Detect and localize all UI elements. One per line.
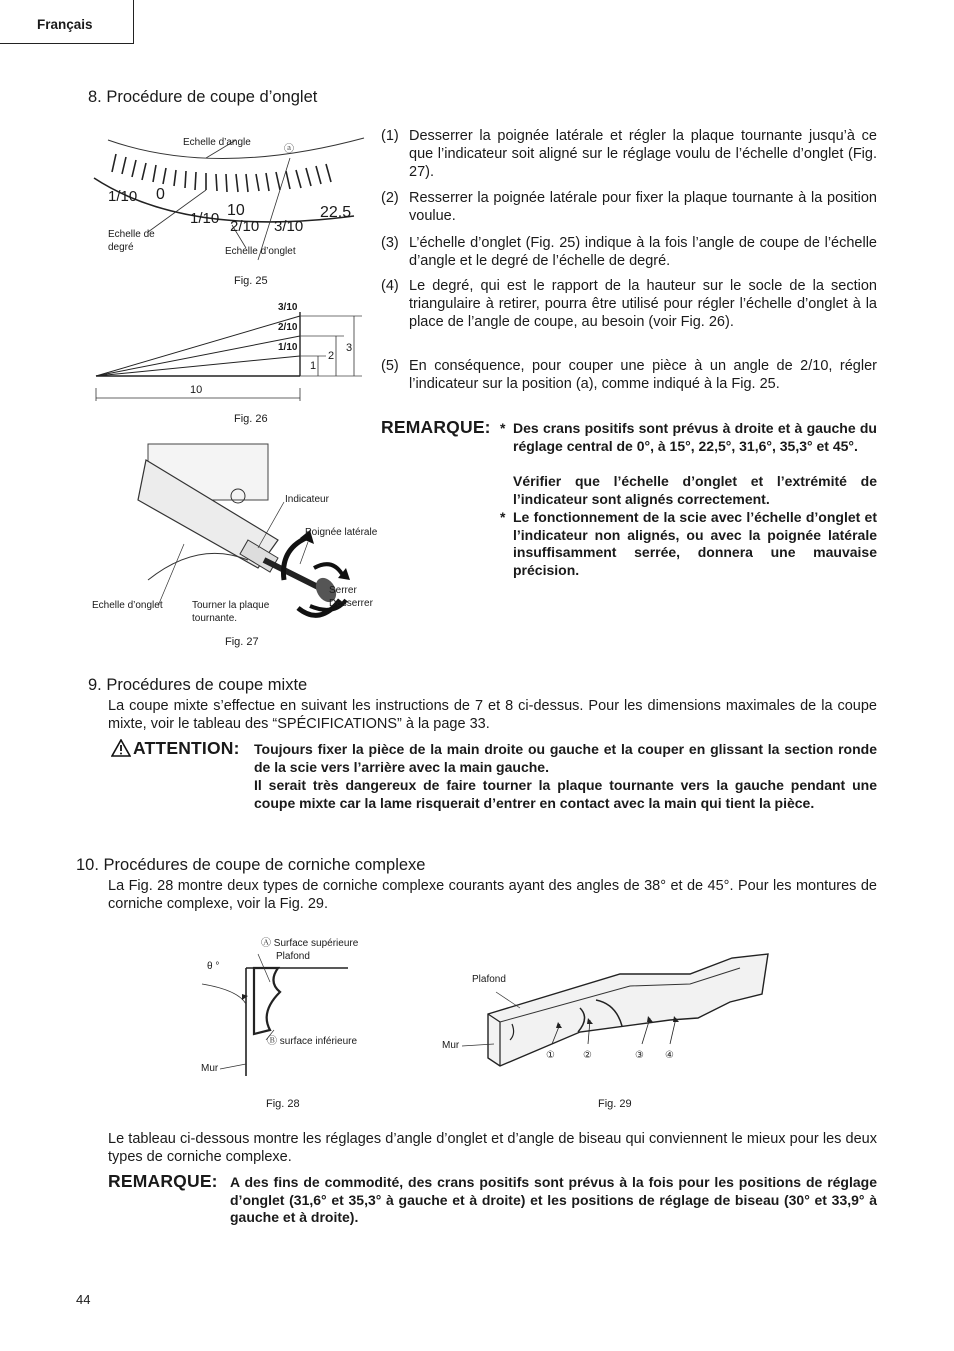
figure-29 — [440, 948, 770, 1068]
label-echelle-onglet: Echelle d’onglet — [225, 246, 296, 257]
ratio-label-2-10: 2/10 — [278, 322, 298, 333]
ratio-triangle-drawing — [92, 302, 367, 402]
label-point-2: ② — [583, 1050, 592, 1061]
label-point-3: ③ — [635, 1050, 644, 1061]
scale-label-2-10: 2/10 — [230, 218, 260, 235]
figure-28 — [198, 934, 398, 1079]
label-poignee-laterale: Poignée latérale — [305, 527, 378, 538]
height-label-3: 3 — [346, 342, 353, 354]
label-echelle-angle: Echelle d’angle — [183, 137, 251, 148]
page-number: 44 — [76, 1292, 91, 1307]
remark-title-8: REMARQUE: — [381, 417, 491, 437]
scale-label-10: 10 — [227, 202, 245, 219]
label-desserrer: Desserrer — [329, 598, 373, 609]
height-label-1: 1 — [310, 360, 317, 372]
label-serrer: Serrer — [329, 585, 357, 596]
label-position-a: ⓐ — [284, 144, 294, 155]
step-1: (1) Desserrer la poignée latérale et régler la plaque tournante jusqu’à ce que l’indicateur soit aligné sur le réglage voulu de l’échelle d’onglet (Fig. 27). — [381, 128, 877, 180]
label-echelle-onglet-27: Echelle d’onglet — [92, 600, 163, 611]
scale-label-22-5: 22.5 — [320, 204, 352, 221]
fig-28-caption: Fig. 28 — [266, 1098, 300, 1110]
remark-text-10: A des fins de commodité, des crans positifs sont prévus à la fois pour les positions de réglage d’onglet (31,6° et 35,3° à gauche et à droite) et les positions de réglage de biseau (30° et 33,9° à gauche et à droite). — [230, 1174, 877, 1225]
attention-text-2: Il serait très dangereux de faire tourner la plaque tournante vers la gauche pendant une coupe mixte car la lame risquerait d’entrer en contact avec la main qui tient la pièce. — [254, 777, 877, 811]
section-8-title: 8. Procédure de coupe d’onglet — [88, 88, 318, 106]
fig-29-caption: Fig. 29 — [598, 1098, 632, 1110]
label-tourner-2: tournante. — [192, 613, 238, 624]
step-5: (5) En conséquence, pour couper une pièce à un angle de 2/10, régler l’indicateur sur la position (a), comme indiqué à la Fig. 25. — [381, 358, 877, 392]
height-label-2: 2 — [328, 350, 335, 362]
step-3: (3) L’échelle d’onglet (Fig. 25) indique à la fois l’angle de coupe de l’échelle d’angle et le degré de l’échelle de degré. — [381, 235, 877, 269]
figure-25 — [86, 128, 366, 278]
fig-25-caption: Fig. 25 — [234, 275, 268, 287]
label-plafond-28: Plafond — [276, 951, 310, 962]
remark-note-3: Le fonctionnement de la scie avec l’échelle d’onglet et l’indicateur non alignés, ou avec la poignée latérale insuffisamment serrée, donnera une mauvaise précision. — [513, 509, 877, 578]
remark-note-2: Vérifier que l’échelle d’onglet et l’extrémité de l’indicateur sont alignés correctement. — [513, 473, 877, 507]
remark-title-10: REMARQUE: — [108, 1171, 218, 1191]
label-echelle-degre-1: Echelle de — [108, 229, 155, 240]
section-9-title: 9. Procédures de coupe mixte — [88, 676, 308, 694]
scale-label-1-10-left: 1/10 — [108, 188, 138, 205]
remark-star-1: * — [500, 420, 506, 436]
warning-icon — [111, 739, 131, 757]
label-theta: θ ° — [207, 961, 220, 972]
label-tourner-1: Tourner la plaque — [192, 600, 270, 611]
label-mur-28: Mur — [201, 1063, 219, 1074]
language-tab — [0, 0, 134, 44]
step-2: (2) Resserrer la poignée latérale pour fixer la plaque tournante à la position voulue. — [381, 190, 877, 224]
remark-star-2: * — [500, 509, 506, 525]
scale-label-0: 0 — [156, 186, 165, 203]
label-plafond-29: Plafond — [472, 974, 506, 985]
fig-27-caption: Fig. 27 — [225, 636, 259, 648]
scale-label-3-10: 3/10 — [274, 218, 304, 235]
step-4: (4) Le degré, qui est le rapport de la hauteur sur le socle de la section triangulaire à retirer, pourra être utilisé pour régler l’échelle d’onglet à la place de l’angle de coupe, au besoin (voir Fig. 26). — [381, 278, 877, 330]
figure-27 — [88, 440, 388, 630]
section-9-body: La coupe mixte s’effectue en suivant les instructions de 7 et 8 ci-dessus. Pour les dimensions maximales de la coupe mixte, voir le tableau des “SPÉCIFICATIONS” à la page 33. — [108, 698, 877, 732]
attention-text-1: Toujours fixer la pièce de la main droite ou gauche et la couper en glissant la section ronde de la scie vers l’arrière avec la main gauche. — [254, 741, 877, 775]
section-10-body: La Fig. 28 montre deux types de corniche complexe courants ayant des angles de 38° et de 45°. Pour les montures de corniche complexe, voir la Fig. 29. — [108, 878, 877, 912]
label-echelle-degre-2: degré — [108, 242, 134, 253]
label-indicateur: Indicateur — [285, 494, 329, 505]
ratio-label-3-10: 3/10 — [278, 302, 298, 313]
scale-label-1-10: 1/10 — [190, 210, 220, 227]
base-label-10: 10 — [190, 384, 203, 396]
language-label: Français — [37, 17, 93, 32]
ratio-label-1-10: 1/10 — [278, 342, 298, 353]
label-point-4: ④ — [665, 1050, 674, 1061]
fig-26-caption: Fig. 26 — [234, 413, 268, 425]
remark-note-1: Des crans positifs sont prévus à droite et à gauche du réglage central de 0°, à 15°, 22,5°, 31,6°, 35,3° et 45°. — [513, 420, 877, 454]
table-intro: Le tableau ci-dessous montre les réglages d’angle d’onglet et d’angle de biseau qui conviennent le mieux pour les deux types de corniche complexe. — [108, 1131, 877, 1165]
section-10-title: 10. Procédures de coupe de corniche complexe — [76, 856, 426, 874]
crown-mounting-drawing — [440, 948, 770, 1068]
attention-title: ATTENTION: — [133, 738, 240, 758]
label-point-1: ① — [546, 1050, 555, 1061]
label-surface-inferieure: Ⓑ surface inférieure — [267, 1036, 358, 1047]
figure-26 — [92, 302, 367, 402]
label-mur-29: Mur — [442, 1040, 460, 1051]
label-surface-superieure: Ⓐ Surface supérieure — [261, 938, 359, 949]
